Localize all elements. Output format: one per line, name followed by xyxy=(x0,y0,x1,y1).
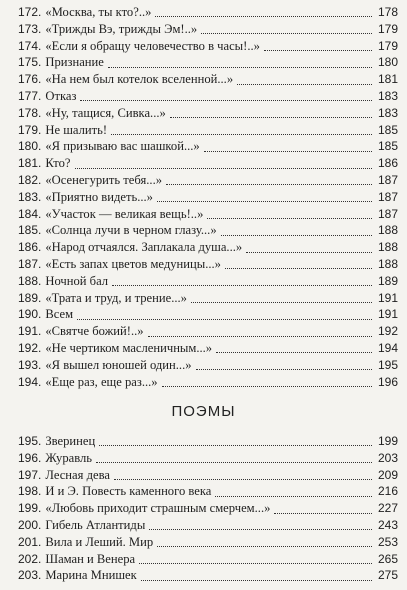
entry-number: 194. xyxy=(18,374,42,389)
toc-entry xyxy=(18,138,398,155)
toc-entry xyxy=(18,374,398,391)
entry-title: Лесная дева xyxy=(45,467,110,482)
toc-entry xyxy=(18,239,398,256)
entry-title: «Трижды Вэ, трижды Эм!..» xyxy=(45,21,198,36)
toc-entry xyxy=(18,172,398,189)
entry-title: «Я вышел юношей один...» xyxy=(45,357,192,372)
entry-page-number: 203 xyxy=(377,450,398,465)
entry-number: 202. xyxy=(18,551,42,566)
dot-leader xyxy=(114,478,372,480)
entry-number: 188. xyxy=(18,273,42,288)
toc-entry xyxy=(18,517,398,534)
toc-entry xyxy=(18,38,398,55)
toc-entry xyxy=(18,534,398,551)
entry-page-number: 199 xyxy=(377,434,398,448)
entry-number: 190. xyxy=(18,307,42,322)
dot-leader xyxy=(77,318,372,320)
entry-page-number: 189 xyxy=(377,273,398,288)
entry-number: 186. xyxy=(18,240,42,255)
entry-title: «Если я обращу человечество в часы!..» xyxy=(45,38,260,53)
entry-number: 195. xyxy=(18,434,42,448)
toc-entry xyxy=(18,21,398,38)
entry-title: Вила и Леший. Мир xyxy=(45,534,154,549)
toc-lyrics-list xyxy=(18,4,398,390)
entry-page-number: 186 xyxy=(377,156,398,171)
toc-entry xyxy=(18,105,398,122)
entry-page-number: 187 xyxy=(377,206,398,221)
dot-leader xyxy=(196,368,372,370)
toc-entry xyxy=(18,122,398,139)
toc-entry xyxy=(18,306,398,323)
toc-entry xyxy=(18,290,398,307)
toc-entry xyxy=(18,206,398,223)
toc-entry xyxy=(18,222,398,239)
entry-number: 198. xyxy=(18,484,42,499)
dot-leader xyxy=(246,251,372,253)
entry-page-number: 185 xyxy=(377,139,398,154)
entry-title: «Трата и труд, и трение...» xyxy=(45,290,187,305)
toc-entry xyxy=(18,551,398,568)
entry-title: «Осенегурить тебя...» xyxy=(45,172,163,187)
toc-entry xyxy=(18,273,398,290)
entry-title: Журавль xyxy=(45,450,93,465)
dot-leader xyxy=(111,133,372,135)
toc-entry xyxy=(18,500,398,517)
dot-leader xyxy=(264,49,372,51)
entry-title: Всем xyxy=(45,307,74,322)
entry-page-number: 183 xyxy=(377,105,398,120)
dot-leader xyxy=(204,150,372,152)
toc-entry xyxy=(18,54,398,71)
entry-title: Ночной бал xyxy=(45,273,109,288)
entry-page-number: 180 xyxy=(377,55,398,70)
dot-leader xyxy=(191,301,372,303)
entry-title: Отказ xyxy=(45,88,77,103)
entry-number: 173. xyxy=(18,21,42,36)
dot-leader xyxy=(216,351,372,353)
dot-leader xyxy=(274,512,372,514)
entry-page-number: 181 xyxy=(377,72,398,87)
entry-page-number: 194 xyxy=(377,340,398,355)
dot-leader xyxy=(221,234,372,236)
toc-entry xyxy=(18,155,398,172)
toc-entry xyxy=(18,483,398,500)
entry-title: «Ну, тащися, Сивка...» xyxy=(45,105,166,120)
entry-title: Гибель Атлантиды xyxy=(45,517,146,532)
entry-page-number: 196 xyxy=(377,374,398,389)
dot-leader xyxy=(112,284,372,286)
entry-title: «На нем был котелок вселенной...» xyxy=(45,72,234,87)
entry-page-number: 243 xyxy=(377,517,398,532)
dot-leader xyxy=(157,200,372,202)
entry-number: 184. xyxy=(18,206,42,221)
entry-page-number: 188 xyxy=(377,240,398,255)
entry-title: Признание xyxy=(45,55,104,70)
entry-number: 193. xyxy=(18,357,42,372)
entry-title: «Не чертиком масленичным...» xyxy=(45,340,213,355)
entry-number: 178. xyxy=(18,105,42,120)
dot-leader xyxy=(139,562,372,564)
dot-leader xyxy=(155,15,372,17)
entry-page-number: 191 xyxy=(377,290,398,305)
toc-entry xyxy=(18,71,398,88)
entry-number: 199. xyxy=(18,501,42,516)
dot-leader xyxy=(80,99,372,101)
entry-title: Марина Мнишек xyxy=(45,568,137,583)
dot-leader xyxy=(75,167,372,169)
entry-number: 185. xyxy=(18,223,42,238)
entry-number: 196. xyxy=(18,450,42,465)
dot-leader xyxy=(96,461,372,463)
entry-title: Кто? xyxy=(45,156,71,171)
entry-title: «Я призываю вас шашкой...» xyxy=(45,139,200,154)
entry-page-number: 216 xyxy=(377,484,398,499)
toc-entry xyxy=(18,450,398,467)
toc-entry xyxy=(18,189,398,206)
entry-title: «Приятно видеть...» xyxy=(45,189,153,204)
dot-leader xyxy=(237,83,372,85)
dot-leader xyxy=(225,267,372,269)
entry-number: 191. xyxy=(18,324,42,339)
entry-number: 181. xyxy=(18,156,42,171)
entry-title: Зверинец xyxy=(45,434,96,448)
toc-entry xyxy=(18,88,398,105)
section-heading: ПОЭМЫ xyxy=(171,403,236,420)
entry-number: 183. xyxy=(18,189,42,204)
entry-page-number: 185 xyxy=(377,122,398,137)
entry-number: 192. xyxy=(18,340,42,355)
entry-page-number: 188 xyxy=(377,223,398,238)
entry-number: 200. xyxy=(18,517,42,532)
entry-number: 177. xyxy=(18,88,42,103)
entry-title: Шаман и Венера xyxy=(45,551,136,566)
entry-number: 182. xyxy=(18,172,42,187)
entry-number: 172. xyxy=(18,5,42,19)
entry-title: «Еще раз, еще раз...» xyxy=(45,374,158,389)
entry-title: «Участок — великая вещь!..» xyxy=(45,206,204,221)
entry-number: 180. xyxy=(18,139,42,154)
entry-page-number: 179 xyxy=(377,21,398,36)
entry-page-number: 187 xyxy=(377,172,398,187)
entry-number: 179. xyxy=(18,122,42,137)
entry-title: И и Э. Повесть каменного века xyxy=(45,484,212,499)
entry-number: 203. xyxy=(18,568,42,583)
dot-leader xyxy=(207,217,372,219)
entry-page-number: 209 xyxy=(377,467,398,482)
entry-page-number: 253 xyxy=(377,534,398,549)
toc-entry xyxy=(18,323,398,340)
entry-page-number: 178 xyxy=(377,5,398,19)
entry-number: 174. xyxy=(18,38,42,53)
toc-entry xyxy=(18,4,398,21)
entry-title: «Любовь приходит страшным смерчем...» xyxy=(45,501,271,516)
entry-page-number: 183 xyxy=(377,88,398,103)
entry-page-number: 179 xyxy=(377,38,398,53)
entry-page-number: 195 xyxy=(377,357,398,372)
toc-entry xyxy=(18,433,398,450)
dot-leader xyxy=(170,116,372,118)
dot-leader xyxy=(99,444,372,446)
entry-title: «Есть запах цветов медуницы...» xyxy=(45,256,221,271)
entry-number: 187. xyxy=(18,256,42,271)
dot-leader xyxy=(201,32,372,34)
entry-title: «Народ отчаялся. Заплакала душа...» xyxy=(45,240,243,255)
toc-entry xyxy=(18,467,398,484)
toc-entry xyxy=(18,256,398,273)
entry-page-number: 265 xyxy=(377,551,398,566)
toc-entry xyxy=(18,340,398,357)
entry-page-number: 187 xyxy=(377,189,398,204)
dot-leader xyxy=(157,545,372,547)
entry-page-number: 192 xyxy=(377,324,398,339)
entry-number: 176. xyxy=(18,72,42,87)
dot-leader xyxy=(149,528,372,530)
entry-number: 189. xyxy=(18,290,42,305)
dot-leader xyxy=(148,335,372,337)
entry-number: 175. xyxy=(18,55,42,70)
toc-entry xyxy=(18,357,398,374)
dot-leader xyxy=(215,495,372,497)
entry-page-number: 275 xyxy=(377,568,398,583)
entry-page-number: 191 xyxy=(377,307,398,322)
entry-title: «Святче божий!..» xyxy=(45,324,144,339)
entry-page-number: 188 xyxy=(377,256,398,271)
entry-number: 197. xyxy=(18,467,42,482)
entry-page-number: 227 xyxy=(377,501,398,516)
entry-number: 201. xyxy=(18,534,42,549)
entry-title: «Москва, ты кто?..» xyxy=(45,5,152,19)
toc-entry xyxy=(18,567,398,584)
entry-title: Не шалить! xyxy=(45,122,108,137)
dot-leader xyxy=(108,66,372,68)
dot-leader xyxy=(162,385,372,387)
dot-leader xyxy=(141,579,372,581)
toc-poems-list xyxy=(18,433,398,584)
dot-leader xyxy=(166,183,372,185)
entry-title: «Солнца лучи в черном глазу...» xyxy=(45,223,217,238)
